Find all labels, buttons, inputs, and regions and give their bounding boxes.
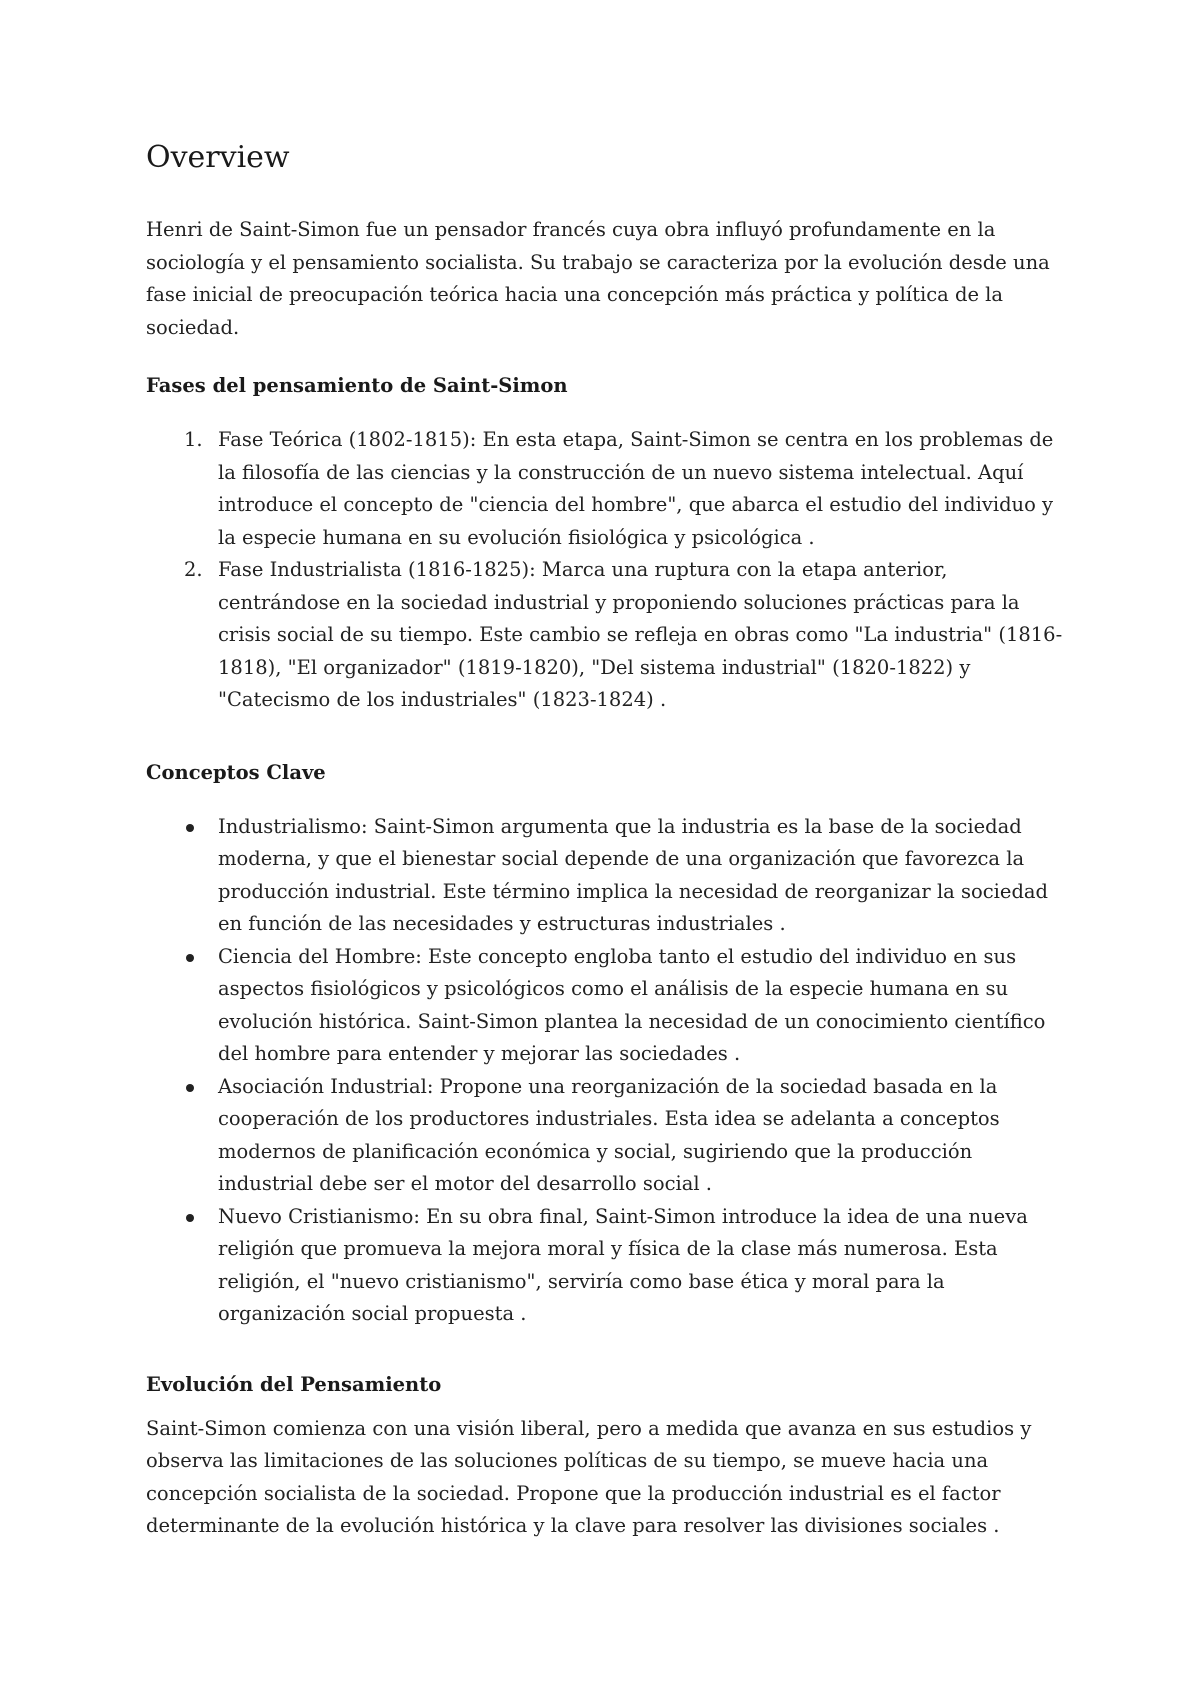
- list-item-text: Fase Industrialista (1816-1825): Marca una ruptura con la etapa anterior, centrándose en la sociedad industrial y proponiendo soluciones prácticas para la crisis social de su tiempo. Este cambio se refleja en obras como "La industria" (1816-1818), "El organizador" (1819-1820), "Del sistema industrial" (1820-1822) y "Catecismo de los industriales" (1823-1824) .: [218, 558, 1063, 711]
- section-heading-evolucion: Evolución del Pensamiento: [146, 1372, 442, 1396]
- list-item-text: Nuevo Cristianismo: En su obra final, Saint-Simon introduce la idea de una nueva religión que promueva la mejora moral y física de la clase más numerosa. Esta religión, el "nuevo cristianismo", serviría como base ética y moral para la organización social propuesta .: [218, 1204, 1028, 1325]
- page-title: Overview: [146, 140, 290, 175]
- bullet-icon: [186, 1214, 194, 1222]
- bullet-icon: [186, 1084, 194, 1092]
- phases-list: [146, 424, 1066, 717]
- list-item: [146, 1201, 1066, 1331]
- list-number: 2.: [184, 558, 203, 581]
- bullet-icon: [186, 954, 194, 962]
- list-item-text: Asociación Industrial: Propone una reorganización de la sociedad basada en la cooperación de los productores industriales. Esta idea se adelanta a conceptos modernos de planificación económica y social, sugiriendo que la producción industrial debe ser el motor del desarrollo social .: [218, 1074, 1000, 1195]
- section-heading-fases: Fases del pensamiento de Saint-Simon: [146, 374, 568, 397]
- list-item-text: Ciencia del Hombre: Este concepto engloba tanto el estudio del individuo en sus aspectos fisiológicos y psicológicos como el análisis de la especie humana en su evolución histórica. Saint-Simon plantea la necesidad de un conocimiento científico del hombre para entender y mejorar las sociedades .: [218, 944, 1046, 1065]
- list-number: 1.: [184, 428, 203, 451]
- list-item: [146, 811, 1066, 941]
- bullet-icon: [186, 824, 194, 832]
- list-item-text: Fase Teórica (1802-1815): En esta etapa, Saint-Simon se centra en los problemas de la filosofía de las ciencias y la construcción de un nuevo sistema intelectual. Aquí introduce el concepto de "ciencia del hombre", que abarca el estudio del individuo y la especie humana en su evolución fisiológica y psicológica .: [218, 428, 1054, 549]
- list-item: [146, 554, 1066, 717]
- list-item: [146, 941, 1066, 1071]
- section-heading-conceptos: Conceptos Clave: [146, 760, 326, 784]
- list-item: [146, 424, 1066, 554]
- intro-paragraph: Henri de Saint-Simon fue un pensador francés cuya obra influyó profundamente en la sociología y el pensamiento socialista. Su trabajo se caracteriza por la evolución desde una fase inicial de preocupación teórica hacia una concepción más práctica y política de la sociedad.: [146, 218, 1050, 339]
- document-content: [146, 140, 1066, 1543]
- concepts-list: [146, 811, 1066, 1331]
- list-item: [146, 1071, 1066, 1201]
- list-item-text: Industrialismo: Saint-Simon argumenta que la industria es la base de la sociedad moderna, y que el bienestar social depende de una organización que favorezca la producción industrial. Este término implica la necesidad de reorganizar la sociedad en función de las necesidades y estructuras industriales .: [218, 814, 1049, 935]
- evolucion-paragraph: Saint-Simon comienza con una visión liberal, pero a medida que avanza en sus estudios y observa las limitaciones de las soluciones políticas de su tiempo, se mueve hacia una concepción socialista de la sociedad. Propone que la producción industrial es el factor determinante de la evolución histórica y la clave para resolver las divisiones sociales .: [146, 1416, 1032, 1537]
